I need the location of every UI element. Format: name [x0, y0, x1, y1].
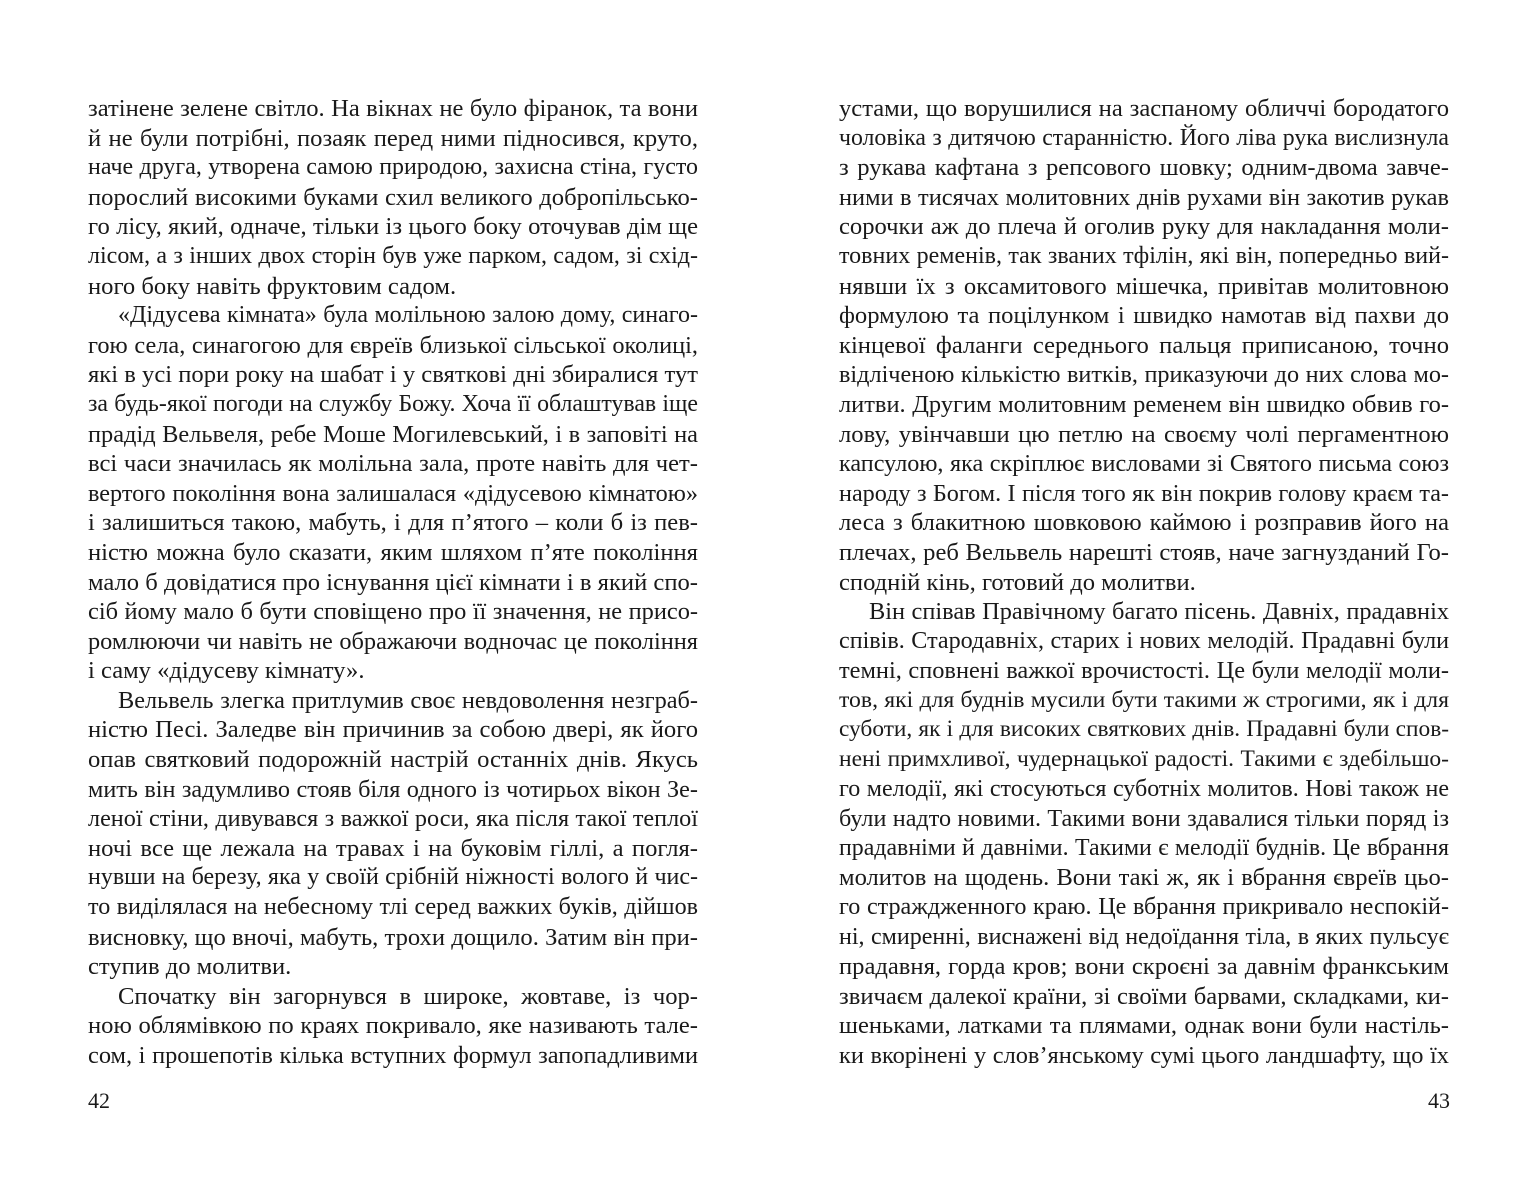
text-line: з рукава кафтана з репсового шовку; одним-двома завче-: [839, 154, 1449, 182]
text-line: ними в тисячах молитовних днів рухами він закотив рукав: [839, 183, 1449, 211]
text-line: порослий високими буками схил великого добропільсько-: [88, 183, 698, 211]
right-page: [768, 0, 1536, 1182]
text-line: ні, смиренні, виснажені від недоїдання тіла, в яких пульсує: [839, 923, 1449, 950]
text-line: го мелодії, які стосуються суботніх молитов. Нові також не: [839, 775, 1449, 802]
text-line: прадавня, горда кров; вони скроєні за давнім франкським: [839, 953, 1449, 981]
text-line: були надто новими. Такими вони здавалися тільки поряд із: [839, 805, 1449, 833]
text-line: темні, сповнені важкої врочистості. Це були мелодії моли-: [839, 657, 1449, 685]
text-line: ного боку навіть фруктовим садом.: [88, 272, 457, 300]
left-page-text: [88, 94, 698, 1071]
text-line: і залишиться такою, мабуть, і для п’ятого – коли б із пев-: [88, 509, 698, 537]
text-line: молитов на щодень. Вони такі ж, як і вбрання євреїв цьо-: [839, 864, 1449, 892]
text-line: наче друга, утворена самою природою, захисна стіна, густо: [88, 154, 698, 181]
text-line: затінене зелене світло. На вікнах не було фіранок, та вони: [88, 95, 698, 122]
text-line: народу з Богом. І після того як він покрив голову краєм та-: [839, 479, 1449, 507]
text-line: суботи, як і для високих святкових днів. Прадавні були спов-: [839, 716, 1449, 743]
text-line: відліченою кількістю витків, приказуючи до них слова мо-: [839, 361, 1449, 389]
text-line: сом, і прошепотів кілька вступних формул запопадливими: [88, 1042, 698, 1069]
text-line: висновку, що вночі, мабуть, трохи дощило. Затим він при-: [88, 923, 698, 951]
page-number: 43: [1428, 1088, 1450, 1113]
text-line: чоловіка з дитячою старанністю. Його ліва рука вислизнула: [839, 124, 1449, 151]
text-line: мало б довідатися про існування цієї кімнати і в який спо-: [88, 568, 698, 596]
text-line: кінцевої фаланги середнього пальця приписаною, точно: [839, 331, 1449, 359]
text-line: гою села, синагогою для євреїв близької сільської околиці,: [88, 331, 698, 359]
text-line: сподній кінь, готовий до молитви.: [839, 568, 1196, 596]
text-line: нені примхливої, чудернацької радості. Такими є здебільшо-: [839, 746, 1449, 773]
text-line: сіб йому мало б бути сповіщено про її значення, не присо-: [88, 598, 698, 626]
text-line: ночі все ще лежала на травах і на буковім гіллі, а погля-: [88, 834, 698, 862]
text-line: за будь-якої погоди на службу Божу. Хоча її облаштував іще: [88, 390, 698, 417]
text-line: мить він задумливо стояв біля одного із чотирьох вікон Зе-: [88, 775, 698, 803]
text-line: прадід Вельвеля, ребе Моше Могилевський, і в заповіті на: [88, 420, 698, 448]
text-line: ступив до молитви.: [88, 953, 292, 981]
text-line: всі часи значилась як молільна зала, проте навіть для чет-: [88, 450, 698, 478]
text-line: «Дідусева кімната» була молільною залою дому, синаго-: [118, 302, 698, 329]
text-line: прадавніми й давніми. Такими є мелодії буднів. Це вбрання: [839, 834, 1449, 861]
text-line: го лісу, який, одначе, тільки із цього боку оточував дім ще: [88, 213, 698, 241]
text-line: леса з блакитною шовковою каймою і розправив його на: [839, 509, 1449, 537]
text-line: Вельвель злегка притлумив своє невдоволення незграб-: [118, 686, 698, 714]
text-line: й не були потрібні, позаяк перед ними підносився, круто,: [88, 124, 698, 152]
text-line: Він співав Правічному багато пісень. Давніх, прадавніх: [869, 598, 1449, 626]
text-line: лову, увінчавши цю петлю на своєму чолі пергаментною: [839, 420, 1449, 448]
text-line: ністю можна було сказати, яким шляхом п’яте покоління: [88, 538, 698, 566]
text-line: ністю Песі. Заледве він причинив за собою двері, як його: [88, 716, 698, 744]
text-line: вертого покоління вона залишалася «дідусевою кімнатою»: [88, 479, 698, 507]
text-line: Спочатку він загорнувся в широке, жовтаве, із чор-: [118, 982, 698, 1010]
text-line: товних ременів, так званих тфілін, які він, попередньо вий-: [839, 242, 1449, 269]
text-line: і саму «дідусеву кімнату».: [88, 657, 365, 685]
text-line: формулою та поцілунком і швидко намотав від пахви до: [839, 302, 1449, 330]
text-line: які в усі пори року на шабат і у святкові дні збиралися тут: [88, 361, 698, 389]
text-line: го страждженного краю. Це вбрання прикривало неспокій-: [839, 894, 1449, 921]
text-line: нявши їх з оксамитового мішечка, привітав молитовною: [839, 272, 1449, 300]
text-line: нувши на березу, яка у своїй срібній ніжності волого й чис-: [88, 864, 698, 891]
text-line: опав святковий подорожній настрій останніх днів. Якусь: [88, 746, 698, 774]
text-line: сорочки аж до плеча й оголив руку для накладання моли-: [839, 213, 1449, 241]
text-line: плечах, реб Вельвель нарешті стояв, наче загнузданий Го-: [839, 538, 1449, 566]
page-number: 42: [88, 1088, 110, 1113]
text-line: капсулою, яка скріплює висловами зі Святого письма союз: [839, 450, 1449, 478]
text-line: співів. Стародавніх, старих і нових мелодій. Прадавні були: [839, 627, 1449, 654]
text-line: лісом, а з інших двох сторін був уже парком, садом, зі схід-: [88, 242, 698, 269]
text-line: ною облямівкою по краях покривало, яке називають тале-: [88, 1012, 698, 1040]
text-line: шеньками, латками та плямами, однак вони були настіль-: [839, 1012, 1449, 1040]
text-line: то виділялася на небесному тлі серед важких буків, дійшов: [88, 894, 698, 921]
text-line: устами, що ворушилися на заспаному обличчі бородатого: [839, 95, 1449, 122]
text-line: тов, які для буднів мусили бути такими ж строгими, як і для: [839, 686, 1449, 713]
text-line: звичаєм далекої країни, зі своїми барвами, складками, ки-: [839, 982, 1449, 1010]
text-line: ромлюючи чи навіть не ображаючи водночас це покоління: [88, 627, 698, 655]
text-line: ки вкорінені у слов’янському сумі цього ландшафту, що їх: [839, 1042, 1449, 1069]
text-line: литви. Другим молитовним ременем він швидко обвив го-: [839, 390, 1449, 418]
right-page-text: [839, 94, 1449, 1071]
text-line: леної стіни, дивувався з важкої роси, яка після такої теплої: [88, 805, 698, 833]
